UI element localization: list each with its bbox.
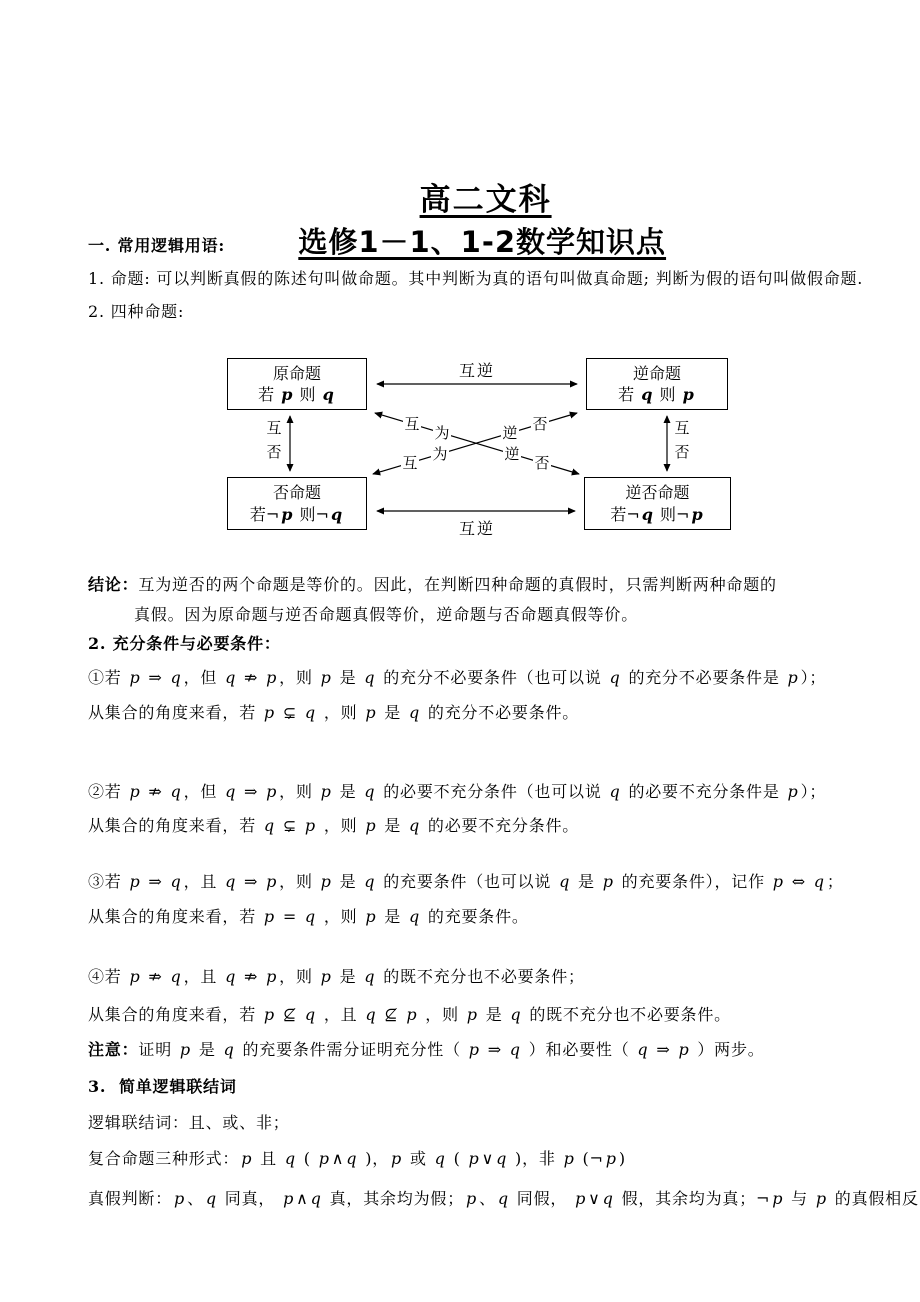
box-converse-formula: 若 q 则 p xyxy=(618,385,694,404)
four-propositions-diagram xyxy=(225,353,733,548)
box-contrapositive-proposition xyxy=(584,477,731,530)
section2-heading: 2. 充分条件与必要条件： xyxy=(88,634,281,653)
diag1-char-0: 互 xyxy=(404,415,420,433)
section1-heading: 一. 常用逻辑用语: xyxy=(88,236,226,255)
conclusion-line1 xyxy=(88,575,777,595)
label-negation-left-0: 互 xyxy=(266,419,282,437)
box-original-proposition xyxy=(227,358,367,410)
section3-heading: 3. 简单逻辑联结词 xyxy=(88,1077,237,1096)
condition-item1-line1: ①若 p ⇒ q ，但 q ⇏ p ，则 p 是 q 的充分不必要条件（也可以说 q 的充分不必要条件是 p ）； xyxy=(88,668,827,687)
box-negative-title: 否命题 xyxy=(272,483,321,503)
condition-item4-line2: 从集合的角度来看，若 p ⊈ q ，且 q ⊈ p ，则 p 是 q 的既不充分也不必要条件。 xyxy=(88,1005,731,1024)
condition-item3-line1: ③若 p ⇒ q ，且 q ⇒ p ，则 p 是 q 的充要条件（也可以说 q 是 p 的充要条件），记作 p ⇔ q ； xyxy=(88,872,844,891)
conclusion-text1: 互为逆否的两个命题是等价的。因此，在判断四种命题的真假时，只需判断两种命题的 xyxy=(138,575,777,594)
diag2-char-0: 互 xyxy=(402,454,418,472)
condition-item4-line1: ④若 p ⇏ q ，且 q ⇏ p ，则 p 是 q 的既不充分也不必要条件； xyxy=(88,967,585,986)
doc-subtitle-text: 选修1－1、1-2数学知识点 xyxy=(298,225,667,259)
condition-item2-line1: ②若 p ⇏ q ，但 q ⇒ p ，则 p 是 q 的必要不充分条件（也可以说 q 的必要不充分条件是 p ）； xyxy=(88,782,827,801)
note-label: 注意： xyxy=(88,1040,139,1059)
doc-title-text: 高二文科 xyxy=(419,182,552,218)
proposition-definition: 1. 命题: 可以判断真假的陈述句叫做命题。其中判断为真的语句叫做真命题; 判断为假的语句叫做假命题. xyxy=(88,269,864,288)
diag1-char-3: 否 xyxy=(534,454,550,472)
box-converse-proposition xyxy=(586,358,728,410)
diag2-char-2: 逆 xyxy=(502,424,518,442)
label-converse-top: 互逆 xyxy=(458,361,495,380)
conclusion-label: 结论： xyxy=(88,575,139,594)
box-contrapositive-formula: 若¬ q 则¬ p xyxy=(610,504,703,524)
conclusion-line2: 真假。因为原命题与逆否命题真假等价，逆命题与否命题真假等价。 xyxy=(134,605,639,624)
box-converse-title: 逆命题 xyxy=(632,363,681,383)
diag2-char-1: 为 xyxy=(432,445,448,463)
note-line xyxy=(88,1040,765,1060)
label-converse-bottom: 互逆 xyxy=(458,519,495,538)
condition-item1-line2: 从集合的角度来看，若 p ⊊ q ，则 p 是 q 的充分不必要条件。 xyxy=(88,703,580,722)
label-negation-right-0: 互 xyxy=(674,419,690,437)
box-contrapositive-title: 逆否命题 xyxy=(625,483,690,503)
four-propositions-label: 2. 四种命题: xyxy=(88,302,185,321)
logic-connectives-line: 逻辑联结词：且、或、非； xyxy=(88,1113,290,1132)
label-negation-left-1: 否 xyxy=(266,443,282,461)
note-text: 证明 p 是 q 的充要条件需分证明充分性（ p ⇒ q ）和必要性（ q ⇒ p ）两步。 xyxy=(138,1040,765,1059)
diag2-char-3: 否 xyxy=(532,415,548,433)
condition-item3-line2: 从集合的角度来看，若 p = q ，则 p 是 q 的充要条件。 xyxy=(88,907,529,926)
box-original-formula: 若 p 则 q xyxy=(258,385,334,404)
diag1-char-2: 逆 xyxy=(504,445,520,463)
condition-item2-line2: 从集合的角度来看，若 q ⊊ p ，则 p 是 q 的必要不充分条件。 xyxy=(88,816,580,835)
box-negative-proposition xyxy=(227,477,367,530)
box-negative-formula: 若¬ p 则¬ q xyxy=(249,504,343,524)
compound-forms-line: 复合命题三种形式： p 且 q ( p ∧ q )， p 或 q ( p ∨ q )，非 p (¬ p ) xyxy=(88,1149,626,1168)
truth-judgement-line: 真假判断： p 、 q 同真， p ∧ q 真，其余均为假； p 、 q 同假， p ∨ q 假，其余均为真；¬ p 与 p 的真假相反 xyxy=(88,1189,919,1208)
box-original-title: 原命题 xyxy=(272,363,321,383)
diag1-char-1: 为 xyxy=(434,424,450,442)
label-negation-right-1: 否 xyxy=(674,443,690,461)
